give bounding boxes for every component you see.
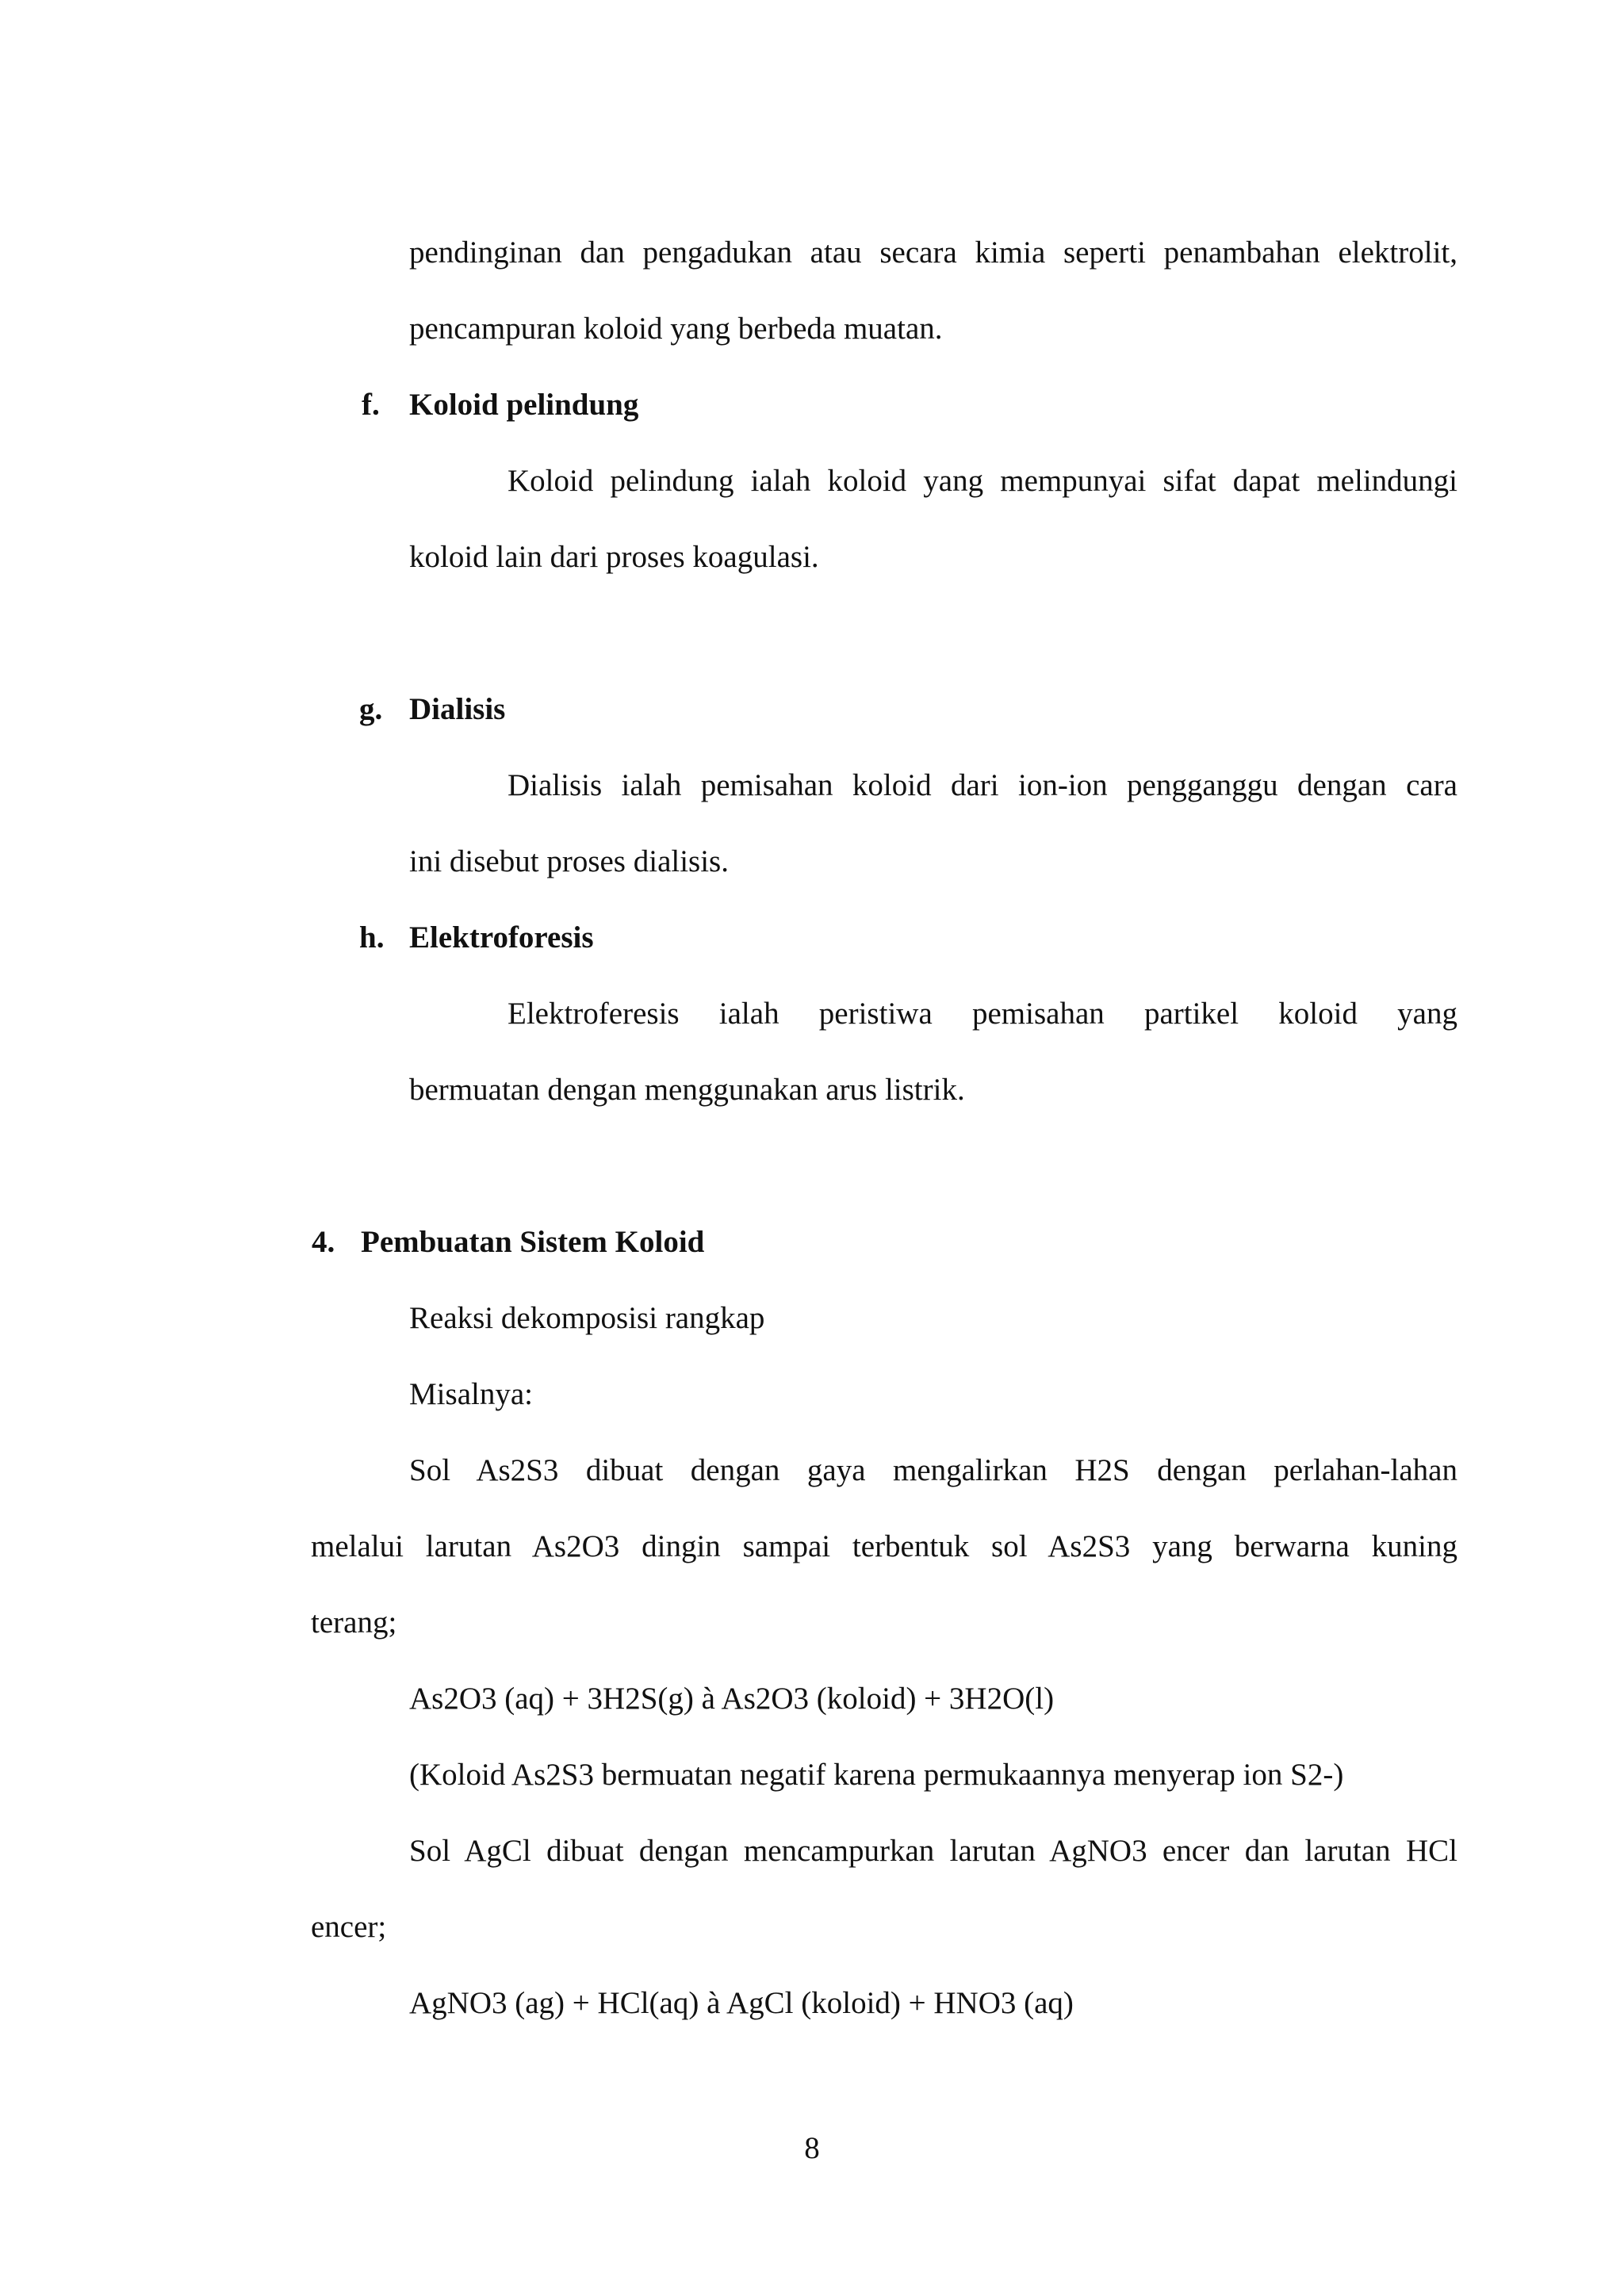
section-g-heading: Dialisis [409,692,506,726]
section-f-line-1: Koloid pelindung ialah koloid yang mempunyai sifat dapat melindungi [508,464,1457,498]
section-g-marker: g. [359,692,383,726]
section-f-line-2: koloid lain dari proses koagulasi. [409,540,819,574]
section-g-line-1: Dialisis ialah pemisahan koloid dari ion-ion pengganggu dengan cara [508,768,1457,802]
section-4-equation-2: AgNO3 (ag) + HCl(aq) à AgCl (koloid) + HNO3 (aq) [409,1986,1074,2020]
section-4-subheading: Reaksi dekomposisi rangkap [409,1301,765,1335]
section-4-equation-1: As2O3 (aq) + 3H2S(g) à As2O3 (koloid) + 3H2O(l) [409,1682,1055,1716]
section-f-marker: f. [362,388,380,422]
section-h-heading: Elektroforesis [409,920,594,955]
section-g-line-2: ini disebut proses dialisis. [409,844,729,878]
section-4-note-1: (Koloid As2S3 bermuatan negatif karena permukaannya menyerap ion S2-) [409,1758,1344,1792]
section-4-para1-line-3: terang; [311,1605,397,1640]
section-4-para1-line-1: Sol As2S3 dibuat dengan gaya mengalirkan H2S dengan perlahan-lahan [409,1453,1457,1487]
section-4-example-label: Misalnya: [409,1377,533,1411]
continuation-line-1: pendinginan dan pengadukan atau secara kimia seperti penambahan elektrolit, [409,235,1457,270]
section-4-para2-line-1: Sol AgCl dibuat dengan mencampurkan larutan AgNO3 encer dan larutan HCl [409,1834,1457,1868]
section-h-marker: h. [359,920,385,955]
page-number: 8 [804,2131,820,2165]
section-4-para1-line-2: melalui larutan As2O3 dingin sampai terbentuk sol As2S3 yang berwarna kuning [311,1529,1457,1563]
section-f-heading: Koloid pelindung [409,388,639,422]
section-4-para2-line-2: encer; [311,1910,387,1944]
continuation-line-2: pencampuran koloid yang berbeda muatan. [409,312,943,346]
section-4-heading: Pembuatan Sistem Koloid [361,1225,705,1259]
section-h-line-2: bermuatan dengan menggunakan arus listrik. [409,1073,965,1107]
section-4-marker: 4. [312,1225,335,1259]
section-h-line-1: Elektroferesis ialah peristiwa pemisahan partikel koloid yang [508,997,1457,1031]
